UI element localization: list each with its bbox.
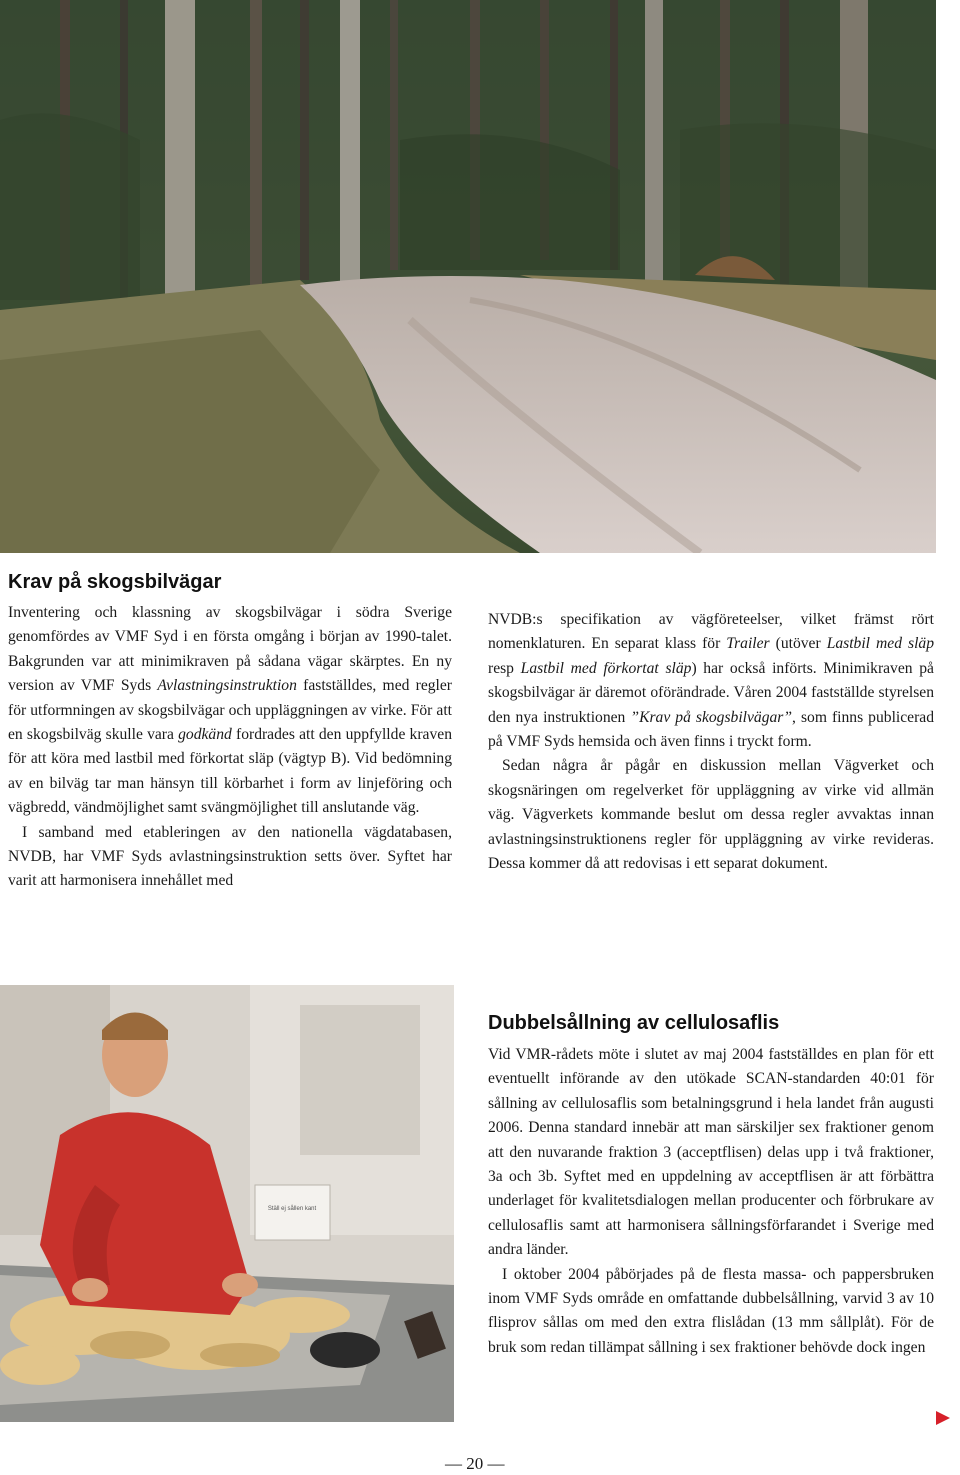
- section-title-krav: Krav på skogsbilvägar: [8, 571, 222, 593]
- article-column-3: [488, 1043, 934, 1360]
- emphasis-trailer: Trailer: [726, 635, 770, 653]
- paragraph: Vid VMR-rådets möte i slutet av maj 2004 fastställdes en plan för ett eventuellt införande av den utökade SCAN-standarden 40:01 för sållning av cellulosaflis som betalningsgrund i hela landet från augusti 2006. Denna standard innebär att man särskiljer sex fraktioner genom att den nuvarande fraktion 3 (acceptflisen) delas upp i två fraktioner, 3a och 3b. Syftet med en uppdelning av acceptflisen är att förbättra underlaget för kvalitetsdialogen mellan producenter och förbrukare av cellulosaflis samt att harmonisera sållningsförfarandet i Sverige med andra länder.: [488, 1046, 934, 1259]
- continue-arrow-icon: [936, 1411, 950, 1425]
- emphasis-krav-pa-skogsbilvagar: ”Krav på skogsbilvägar”: [630, 708, 793, 726]
- article-column-1: [8, 601, 452, 894]
- lab-worker-photo: [0, 985, 454, 1422]
- sign-text: Ställ ej sållen kant: [267, 1206, 317, 1212]
- paragraph: Inventering och klassning av skogsbilvägar i södra Sverige genomfördes av VMF Syd i en första omgång i början av 1990-talet. Bakgrunden var att minimikraven på sådana vägar skärptes. En ny version av VMF Syds Avlastningsinstruktion fastställdes, med regler för utformningen av skogsbilvägar och uppläggningen av virke. För att en skogsbilväg skulle vara godkänd fordrades att den uppfyllde kraven för att köra med lastbil med förkortat släp (vägtyp B). Vid bedömning av en bilväg tar man hänsyn till körbarhet i form av linjeföring och vägbredd, vändmöjlighet samt svängmöjlighet till anslutande väg.: [8, 604, 452, 817]
- paragraph: Sedan några år pågår en diskussion mellan Vägverket och skogsnäringen om regelverket för uppläggning av virke vid allmän väg. Vägverkets kommande beslut om dessa regler avvaktas innan avlastningsinstruktionens regler för uppläggning av virke revideras. Dessa kommer då att redovisas i ett separat dokument.: [488, 757, 934, 873]
- emphasis-lastbil-med-slap: Lastbil med släp: [826, 635, 934, 653]
- emphasis-avlastningsinstruktion: Avlastningsinstruktion: [157, 677, 297, 695]
- forest-road-photo: [0, 0, 936, 553]
- emphasis-lastbil-forkortat-slap: Lastbil med förkortat släp: [520, 659, 692, 677]
- page-number: — 20 —: [445, 1454, 505, 1473]
- paragraph: I oktober 2004 påbörjades på de flesta massa- och pappersbruken inom VMF Syds område en omfattande dubbelsållning, varvid 3 av 10 flisprov sållas om med den extra flislådan (13 mm sållplåt). För de bruk som redan tillämpat sållning i sex fraktioner behövde dock ingen: [488, 1265, 934, 1356]
- article-column-2: [488, 608, 934, 876]
- paragraph: NVDB:s specifikation av vägföreteelser, vilket främst rört nomenklaturen. En separat klass för Trailer (utöver Lastbil med släp resp Lastbil med förkortat släp) har också införts. Minimikraven på skogsbilvägar är däremot oförändrade. Våren 2004 fastställde styrelsen den nya instruktionen ”Krav på skogsbilvägar”, som finns publicerad på VMF Syds hemsida och även finns i tryckt form.: [488, 611, 934, 751]
- section-title-dubbelsallning: Dubbelsållning av cellulosaflis: [488, 1012, 780, 1034]
- emphasis-godkand: godkänd: [178, 726, 232, 744]
- paragraph: I samband med etableringen av den nationella vägdatabasen, NVDB, har VMF Syds avlastningsinstruktion setts över. Syftet har varit att harmonisera innehållet med: [8, 823, 452, 890]
